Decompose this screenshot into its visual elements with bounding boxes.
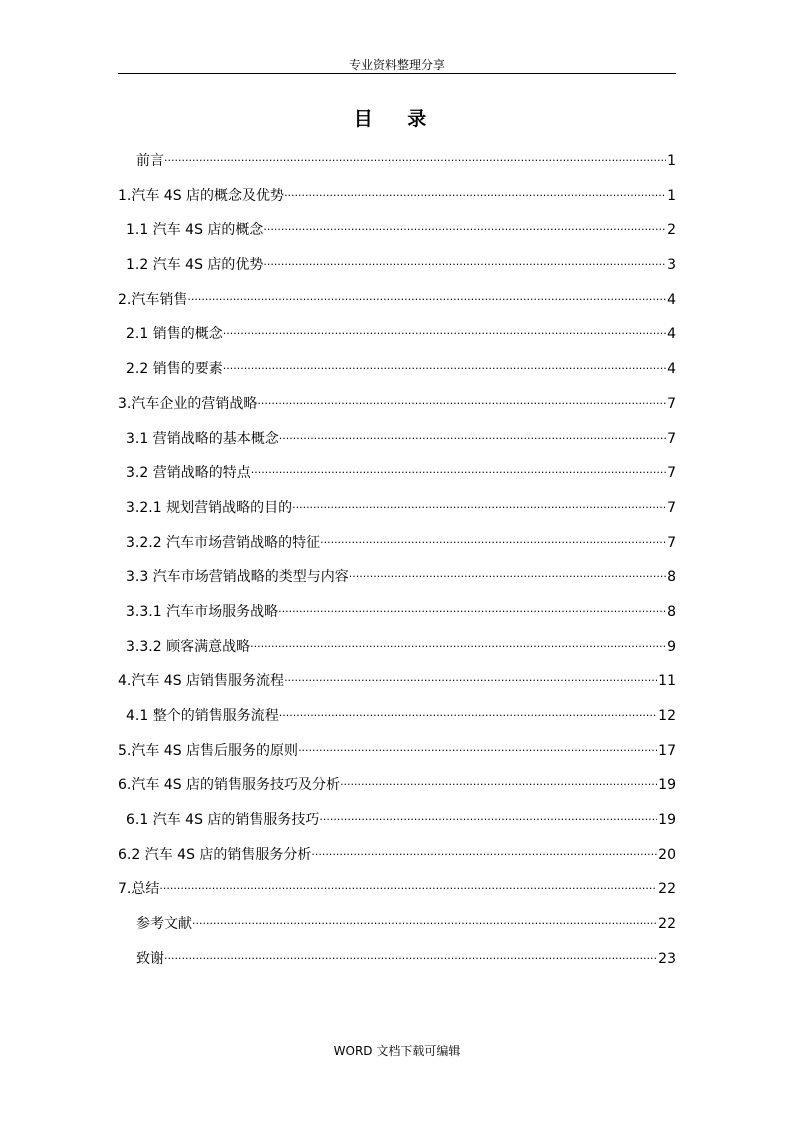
- toc-leader-dots: [284, 179, 666, 214]
- toc-leader-dots: [164, 144, 666, 179]
- toc-entry-page: 2: [667, 222, 676, 239]
- toc-leader-dots: [192, 907, 657, 942]
- toc-entry-label: 4.汽车 4S 店销售服务流程: [118, 673, 285, 690]
- toc-entry-label: 6.1 汽车 4S 店的销售服务技巧: [126, 812, 320, 829]
- toc-entry[interactable]: [118, 664, 676, 699]
- toc-entry-page: 19: [658, 777, 676, 794]
- toc-leader-dots: [164, 942, 657, 977]
- toc-entry[interactable]: [118, 491, 676, 526]
- toc-entry[interactable]: [118, 387, 676, 422]
- toc-leader-dots: [223, 317, 666, 352]
- toc-entry-label: 3.1 营销战略的基本概念: [126, 430, 279, 447]
- toc-entry[interactable]: [118, 768, 676, 803]
- toc-entry-label: 致谢: [136, 950, 164, 967]
- toc-entry-page: 17: [658, 742, 676, 759]
- toc-title: 目 录: [353, 108, 441, 130]
- toc-leader-dots: [279, 422, 666, 457]
- toc-entry-page: 4: [667, 291, 676, 308]
- toc-leader-dots: [320, 526, 666, 561]
- toc-entry[interactable]: [118, 560, 676, 595]
- toc-leader-dots: [292, 491, 666, 526]
- toc-entry[interactable]: [118, 283, 676, 318]
- toc-entry-label: 6.2 汽车 4S 店的销售服务分析: [118, 846, 312, 863]
- page-header: 专业资料整理分享: [348, 58, 445, 72]
- toc-entry-label: 3.2.1 规划营销战略的目的: [126, 499, 293, 516]
- toc-entry-page: 7: [667, 430, 676, 447]
- toc-leader-dots: [278, 595, 666, 630]
- toc-entry-label: 3.2.2 汽车市场营销战略的特征: [126, 534, 321, 551]
- toc-entry[interactable]: [118, 872, 676, 907]
- toc-entry-page: 1: [667, 187, 676, 204]
- toc-entry[interactable]: [118, 317, 676, 352]
- toc-entry-label: 6.汽车 4S 店的销售服务技巧及分析: [118, 777, 341, 794]
- toc-entry[interactable]: [118, 352, 676, 387]
- toc-leader-dots: [298, 734, 657, 769]
- toc-entry[interactable]: [118, 803, 676, 838]
- toc-entry[interactable]: [118, 179, 676, 214]
- toc-entry-label: 2.1 销售的概念: [126, 326, 223, 343]
- toc-entry[interactable]: [118, 942, 676, 977]
- toc-leader-dots: [340, 768, 657, 803]
- toc-leader-dots: [349, 560, 666, 595]
- toc-leader-dots: [250, 630, 666, 665]
- toc-entry-label: 2.汽车销售: [118, 291, 188, 308]
- toc-entry[interactable]: [118, 734, 676, 769]
- table-of-contents: [118, 144, 676, 977]
- toc-entry[interactable]: [118, 248, 676, 283]
- toc-entry-label: 1.2 汽车 4S 店的优势: [126, 257, 264, 274]
- toc-entry-page: 4: [667, 326, 676, 343]
- toc-entry-page: 23: [658, 950, 676, 967]
- toc-entry[interactable]: [118, 907, 676, 942]
- toc-entry-page: 4: [667, 361, 676, 378]
- toc-leader-dots: [279, 699, 657, 734]
- toc-entry-label: 1.1 汽车 4S 店的概念: [126, 222, 264, 239]
- toc-entry-page: 7: [667, 465, 676, 482]
- toc-entry[interactable]: [118, 422, 676, 457]
- toc-leader-dots: [319, 803, 657, 838]
- toc-entry[interactable]: [118, 526, 676, 561]
- toc-entry-page: 9: [667, 638, 676, 655]
- toc-entry-page: 7: [667, 395, 676, 412]
- toc-leader-dots: [187, 283, 666, 318]
- toc-entry[interactable]: [118, 144, 676, 179]
- toc-entry-label: 7.总结: [118, 881, 160, 898]
- toc-entry-label: 5.汽车 4S 店售后服务的原则: [118, 742, 299, 759]
- toc-entry-page: 7: [667, 499, 676, 516]
- toc-leader-dots: [159, 872, 657, 907]
- toc-entry-label: 3.3 汽车市场营销战略的类型与内容: [126, 569, 349, 586]
- header-rule: [118, 73, 676, 74]
- toc-leader-dots: [223, 352, 666, 387]
- toc-entry-label: 4.1 整个的销售服务流程: [126, 708, 279, 724]
- toc-entry[interactable]: [118, 630, 676, 665]
- toc-entry-page: 1: [667, 153, 676, 169]
- toc-leader-dots: [263, 213, 666, 248]
- toc-leader-dots: [257, 387, 666, 422]
- toc-entry[interactable]: [118, 456, 676, 491]
- toc-entry-page: 11: [658, 673, 676, 690]
- toc-entry-page: 3: [667, 257, 676, 274]
- toc-entry-page: 22: [658, 916, 676, 933]
- toc-leader-dots: [251, 456, 666, 491]
- toc-entry-label: 前言: [136, 153, 164, 169]
- toc-leader-dots: [284, 664, 657, 699]
- toc-entry-label: 1.汽车 4S 店的概念及优势: [118, 187, 285, 204]
- toc-entry-label: 3.汽车企业的营销战略: [118, 395, 258, 412]
- toc-entry-page: 20: [658, 846, 676, 863]
- toc-entry[interactable]: [118, 699, 676, 734]
- toc-entry-label: 3.2 营销战略的特点: [126, 465, 251, 482]
- toc-entry-label: 3.3.2 顾客满意战略: [126, 638, 251, 655]
- toc-entry-label: 3.3.1 汽车市场服务战略: [126, 603, 279, 620]
- toc-entry[interactable]: [118, 213, 676, 248]
- toc-leader-dots: [311, 838, 657, 873]
- toc-entry-page: 7: [667, 534, 676, 551]
- toc-entry-label: 2.2 销售的要素: [126, 361, 223, 378]
- toc-entry-page: 8: [667, 569, 676, 586]
- toc-entry-page: 19: [658, 812, 676, 829]
- page-footer: WORD 文档下载可编辑: [333, 1044, 461, 1058]
- toc-entry-page: 12: [658, 708, 676, 724]
- toc-entry[interactable]: [118, 838, 676, 873]
- toc-entry-page: 8: [667, 603, 676, 620]
- toc-leader-dots: [263, 248, 666, 283]
- toc-entry[interactable]: [118, 595, 676, 630]
- toc-entry-page: 22: [658, 881, 676, 898]
- toc-entry-label: 参考文献: [136, 916, 192, 933]
